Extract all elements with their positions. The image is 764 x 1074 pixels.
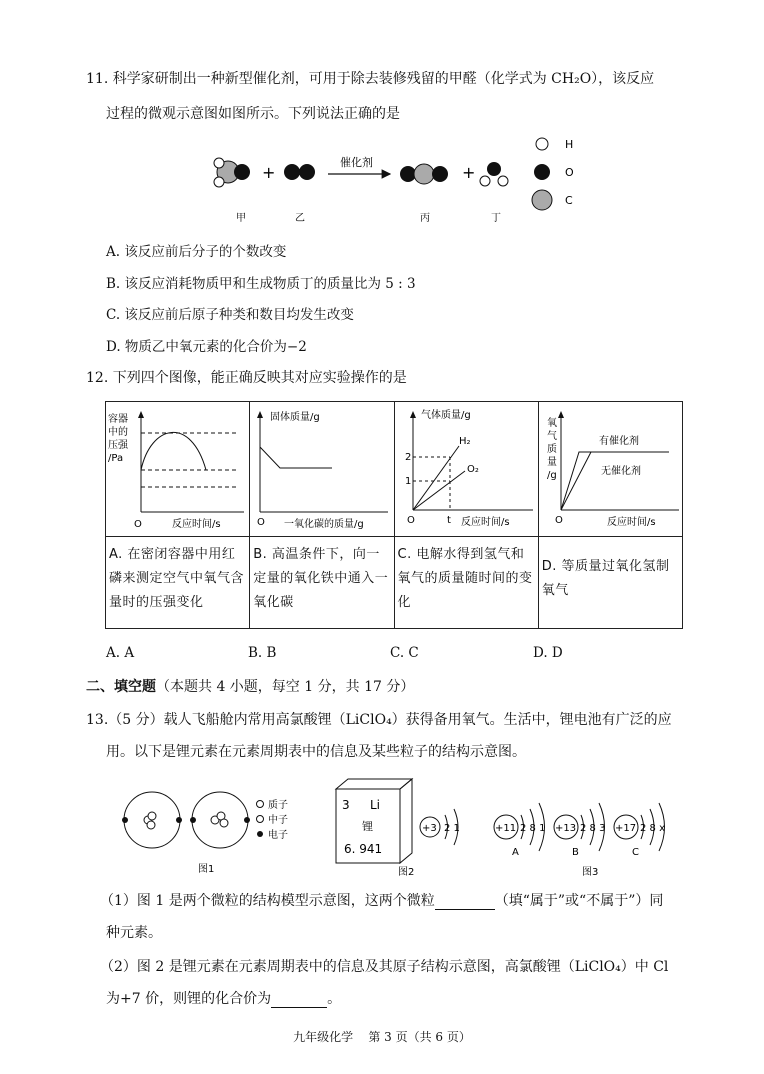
svg-text:O: O <box>554 515 563 526</box>
svg-text:中子: 中子 <box>268 815 288 826</box>
graph-b <box>250 402 393 532</box>
graph-d <box>539 402 682 532</box>
legend-c-icon <box>532 190 552 210</box>
molecule-bing <box>400 164 448 184</box>
svg-text:B: B <box>572 847 579 858</box>
q12-answer-b[interactable]: B. B <box>248 645 277 661</box>
graph-a-description: A. 在密闭容器中用红磷来测定空气中氧气含量时的压强变化 <box>106 537 250 629</box>
q12-graph-table <box>105 401 683 629</box>
electron-legend-icon <box>257 831 263 837</box>
legend-o-icon <box>534 164 550 180</box>
section2-note: （本题共 4 小题，每空 1 分，共 17 分） <box>156 679 415 695</box>
graph-b-description: B. 高温条件下，向一定量的氧化铁中通入一氧化碳 <box>250 537 394 629</box>
svg-text:气: 气 <box>546 431 557 442</box>
svg-text:O: O <box>134 519 142 530</box>
atom-a <box>494 803 545 858</box>
svg-text:质子: 质子 <box>268 800 288 811</box>
svg-text:/Pa: /Pa <box>108 453 124 464</box>
figure2 <box>330 775 480 880</box>
svg-text:+11: +11 <box>495 823 517 834</box>
molecule-yi <box>284 164 315 180</box>
q11-stem-line1: 11. 科学家研制出一种新型催化剂，可用于除去装修残留的甲醛（化学式为 CH₂O），该反应 <box>86 71 655 87</box>
page-footer: 九年级化学 第 3 页（共 6 页） <box>293 1030 471 1044</box>
svg-text:O: O <box>406 515 415 526</box>
svg-text:氧: 氧 <box>546 418 557 429</box>
svg-text:无催化剂: 无催化剂 <box>600 466 641 477</box>
q11-stem-line2: 过程的微观示意图如图所示。下列说法正确的是 <box>106 106 400 122</box>
svg-text:图2: 图2 <box>398 867 415 878</box>
label-bing: 丙 <box>420 213 430 224</box>
legend-c-label: C <box>565 194 573 207</box>
section2-heading <box>86 676 414 696</box>
q12-answer-c[interactable]: C. C <box>390 645 419 661</box>
svg-text:C: C <box>632 847 639 858</box>
svg-text:O₂: O₂ <box>466 464 479 475</box>
q11-option-b[interactable]: B. 该反应消耗物质甲和生成物质丁的质量比为 5 : 3 <box>106 276 416 292</box>
q11-option-d[interactable]: D. 物质乙中氧元素的化合价为−2 <box>106 339 307 355</box>
svg-text:2: 2 <box>404 452 411 463</box>
atom-b <box>554 803 605 858</box>
svg-text:2 1: 2 1 <box>444 823 460 834</box>
neutron-legend-icon <box>257 816 264 823</box>
svg-text:Li: Li <box>370 798 381 812</box>
label-ding: 丁 <box>491 213 501 224</box>
graph-a <box>106 402 249 532</box>
svg-text:2 8 1: 2 8 1 <box>520 823 546 834</box>
q11-reaction-diagram <box>200 132 600 227</box>
proton-legend-icon <box>257 801 264 808</box>
atom-c <box>614 803 665 858</box>
svg-text:反应时间/s: 反应时间/s <box>172 519 221 530</box>
svg-text:1: 1 <box>404 476 411 487</box>
graph-d-cell <box>538 402 682 537</box>
svg-text:6. 941: 6. 941 <box>344 842 383 856</box>
svg-text:+13: +13 <box>555 823 577 834</box>
svg-text:中的: 中的 <box>108 427 128 438</box>
svg-text:t: t <box>446 515 451 526</box>
graph-c-cell <box>394 402 538 537</box>
legend-h-label: H <box>565 138 574 151</box>
catalyst-label: 催化剂 <box>340 156 373 169</box>
svg-text:H₂: H₂ <box>458 436 471 447</box>
svg-text:电子: 电子 <box>268 830 288 841</box>
svg-text:+3: +3 <box>422 823 437 834</box>
graph-d-description: D. 等质量过氧化氢制氧气 <box>538 537 682 629</box>
q13-stem-line1: 13.（5 分）载人飞船舱内常用高氯酸锂（LiClO₄）获得备用氧气。生活中，锂电池有广泛的应 <box>86 712 672 728</box>
q13-stem-line2: 用。以下是锂元素在元素周期表中的信息及某些粒子的结构示意图。 <box>106 744 526 760</box>
q12-stem: 12. 下列四个图像，能正确反映其对应实验操作的是 <box>86 370 407 386</box>
q13-sub2-line1: （2）图 2 是锂元素在元素周期表中的信息及其原子结构示意图，高氯酸锂（LiClO₄）中 Cl <box>100 959 669 975</box>
q13-sub1-line2: 种元素。 <box>106 925 162 941</box>
q13-sub2-line2: 为+7 价，则锂的化合价为 。 <box>106 991 342 1007</box>
svg-text:/g: /g <box>546 470 557 481</box>
svg-text:量: 量 <box>546 457 557 468</box>
svg-text:2 8 3: 2 8 3 <box>580 823 606 834</box>
svg-text:反应时间/s: 反应时间/s <box>606 517 656 528</box>
figure3 <box>488 775 688 880</box>
q12-answer-a[interactable]: A. A <box>106 645 135 661</box>
q13-sub2-blank[interactable] <box>271 1007 327 1008</box>
svg-text:压强: 压强 <box>108 440 128 451</box>
svg-text:+17: +17 <box>615 823 637 834</box>
svg-text:反应时间/s: 反应时间/s <box>460 517 510 528</box>
svg-text:锂: 锂 <box>362 820 373 833</box>
q13-sub1-line1: （1）图 1 是两个微粒的结构模型示意图，这两个微粒 （填“属于”或“不属于”）同 <box>100 893 664 909</box>
svg-text:有催化剂: 有催化剂 <box>598 436 639 447</box>
svg-text:质: 质 <box>546 444 557 455</box>
legend-o-label: O <box>565 166 574 179</box>
graph-c <box>395 402 538 532</box>
graph-b-cell <box>250 402 394 537</box>
q11-option-a[interactable]: A. 该反应前后分子的个数改变 <box>106 244 287 260</box>
figure1 <box>120 780 310 880</box>
svg-text:3: 3 <box>342 798 350 812</box>
svg-text:+: + <box>262 163 276 182</box>
label-jia: 甲 <box>236 213 246 224</box>
svg-text:2 8 x: 2 8 x <box>640 823 665 834</box>
svg-text:图3: 图3 <box>582 867 599 878</box>
molecule-jia <box>214 158 250 187</box>
q13-sub1-blank[interactable] <box>435 909 495 910</box>
svg-text:容器: 容器 <box>108 414 128 425</box>
svg-text:图1: 图1 <box>198 864 215 875</box>
legend-h-icon <box>536 138 548 150</box>
svg-text:A: A <box>512 847 519 858</box>
svg-text:O: O <box>257 517 266 528</box>
q11-option-c[interactable]: C. 该反应前后原子种类和数目均发生改变 <box>106 307 354 323</box>
svg-text:固体质量/g: 固体质量/g <box>270 412 320 423</box>
molecule-ding <box>480 162 508 186</box>
graph-c-description: C. 电解水得到氢气和氧气的质量随时间的变化 <box>394 537 538 629</box>
section2-title: 二、填空题 <box>86 679 156 695</box>
graph-a-cell <box>106 402 250 537</box>
svg-text:一氧化碳的质量/g: 一氧化碳的质量/g <box>284 519 364 530</box>
label-yi: 乙 <box>295 213 305 224</box>
svg-text:+: + <box>462 163 476 182</box>
q12-answer-d[interactable]: D. D <box>533 645 563 661</box>
svg-text:气体质量/g: 气体质量/g <box>420 410 471 421</box>
